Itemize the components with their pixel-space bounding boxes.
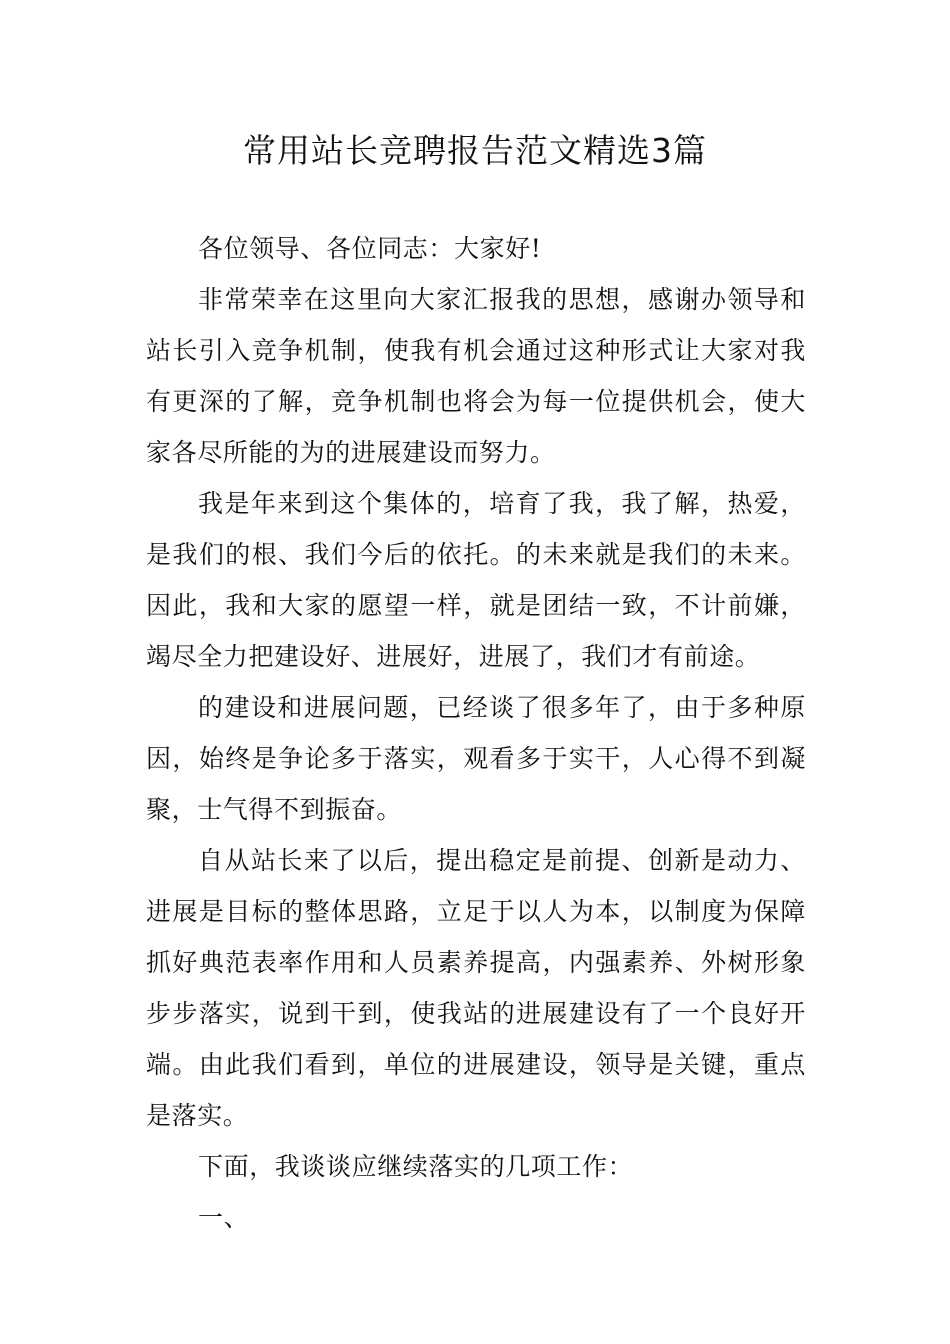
paragraph-greeting: 各位领导、各位同志：大家好!: [198, 234, 542, 263]
paragraph: 下面，我谈谈应继续落实的几项工作：: [198, 1152, 634, 1181]
paragraph: 的建设和进展问题，已经谈了很多年了，由于多种原因，始终是争论多于落实，观看多于实干，人心得不到凝聚，士气得不到振奋。: [146, 693, 806, 824]
paragraph: 我是年来到这个集体的，培育了我，我了解，热爱，是我们的根、我们今后的依托。的未来就是我们的未来。因此，我和大家的愿望一样，就是团结一致，不计前嫌，竭尽全力把建设好、进展好，进展了，我们才有前途。: [146, 489, 806, 671]
document-body: [146, 223, 806, 1243]
paragraph: 自从站长来了以后，提出稳定是前提、创新是动力、进展是目标的整体思路，立足于以人为本，以制度为保障抓好典范表率作用和人员素养提高，内强素养、外树形象步步落实，说到干到，使我站的进展建设有了一个良好开端。由此我们看到，单位的进展建设，领导是关键，重点是落实。: [146, 846, 806, 1130]
section-number: 一、: [198, 1203, 250, 1232]
paragraph: 非常荣幸在这里向大家汇报我的思想，感谢办领导和站长引入竞争机制，使我有机会通过这种形式让大家对我有更深的了解，竞争机制也将会为每一位提供机会，使大家各尽所能的为的进展建设而努力。: [146, 285, 806, 467]
document-title: 常用站长竞聘报告范文精选3篇: [243, 131, 707, 170]
